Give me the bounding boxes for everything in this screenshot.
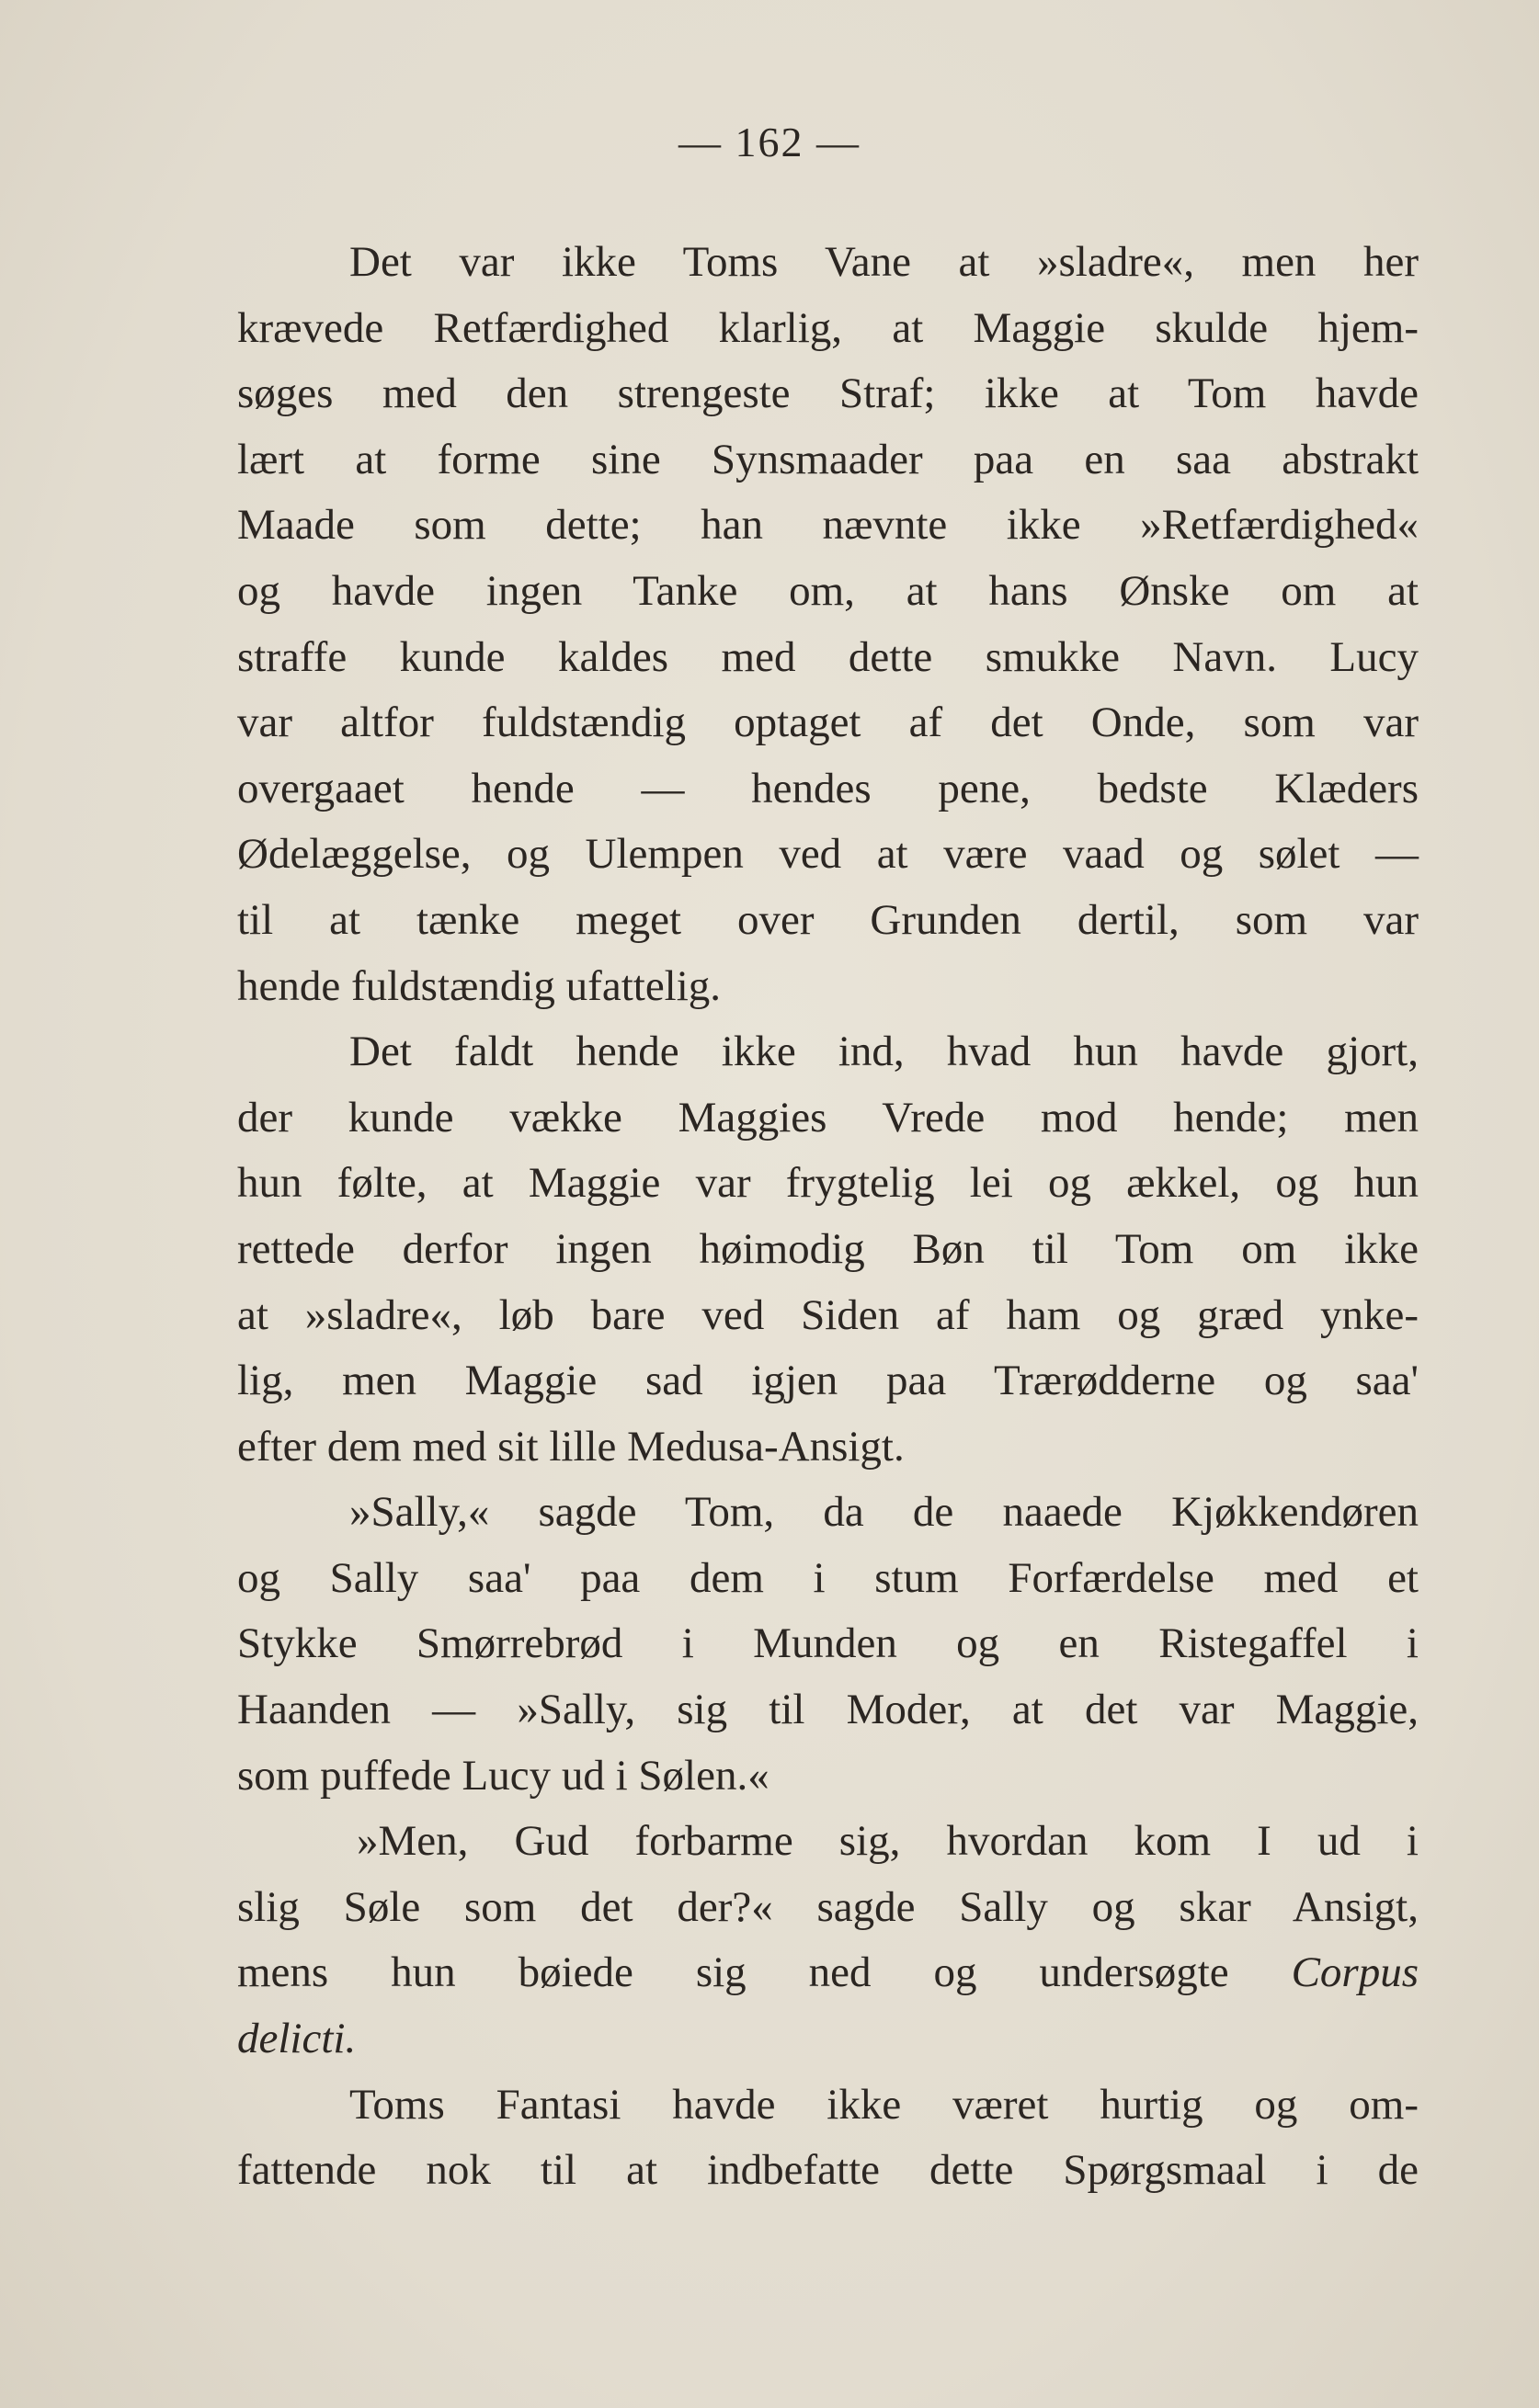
text-segment: mens hun bøiede sig ned og undersøgte [237, 1948, 1229, 1997]
text-line: Ødelæggelse, og Ulempen ved at være vaad og sølet — [237, 830, 1419, 879]
text-line: og havde ingen Tanke om, at hans Ønske om at [237, 566, 1419, 615]
text-line-with-italic [237, 1940, 1419, 2006]
text-line: lært at forme sine Synsmaader paa en saa abstrakt [237, 435, 1419, 483]
text-line: fattende nok til at indbefatte dette Spørgsmaal i de [237, 2146, 1419, 2195]
text-line: »Sally,« sagde Tom, da de naaede Kjøkkendøren [349, 1488, 1419, 1537]
text-line: Det var ikke Toms Vane at »sladre«, men her [349, 238, 1419, 286]
text-line: hende fuldstændig ufattelig. [237, 961, 722, 1010]
italic-term: Corpus [1291, 1948, 1419, 1997]
text-line: der kunde vække Maggies Vrede mod hende; men [237, 1093, 1419, 1142]
text-line: lig, men Maggie sad igjen paa Trærødderne og saa' [237, 1357, 1419, 1405]
text-line: krævede Retfærdighed klarlig, at Maggie skulde hjem- [237, 303, 1419, 352]
text-line: til at tænke meget over Grunden dertil, som var [237, 895, 1419, 944]
text-line [237, 2006, 1419, 2073]
text-line: rettede derfor ingen høimodig Bøn til Tom om ikke [237, 1224, 1419, 1273]
text-line: Toms Fantasi havde ikke været hurtig og om- [349, 2080, 1419, 2129]
text-line: som puffede Lucy ud i Sølen.« [237, 1751, 770, 1800]
text-line: Maade som dette; han nævnte ikke »Retfærdighed« [237, 501, 1419, 550]
text-line: søges med den strengeste Straf; ikke at Tom havde [237, 369, 1419, 418]
text-line: og Sally saa' paa dem i stum Forfærdelse med et [237, 1553, 1419, 1602]
text-line: hun følte, at Maggie var frygtelig lei og ækkel, og hun [237, 1159, 1419, 1208]
text-line: Haanden — »Sally, sig til Moder, at det var Maggie, [237, 1686, 1419, 1734]
body-text [237, 230, 1419, 2204]
text-line: at »sladre«, løb bare ved Siden af ham og græd ynke- [237, 1290, 1419, 1339]
italic-term: delicti. [237, 2015, 357, 2063]
text-line: slig Søle som det der?« sagde Sally og skar Ansigt, [237, 1882, 1419, 1931]
text-line: »Men, Gud forbarme sig, hvordan kom I ud i [357, 1817, 1419, 1866]
text-line: Stykke Smørrebrød i Munden og en Ristegaffel i [237, 1619, 1419, 1668]
page-number: — 162 — [678, 119, 861, 165]
text-line: overgaaet hende — hendes pene, bedste Klæders [237, 764, 1419, 812]
text-line: Det faldt hende ikke ind, hvad hun havde gjort, [349, 1028, 1419, 1076]
text-line: straffe kunde kaldes med dette smukke Navn. Lucy [237, 632, 1419, 681]
text-line: var altfor fuldstændig optaget af det Onde, som var [237, 699, 1419, 747]
text-line: efter dem med sit lille Medusa-Ansigt. [237, 1422, 905, 1471]
